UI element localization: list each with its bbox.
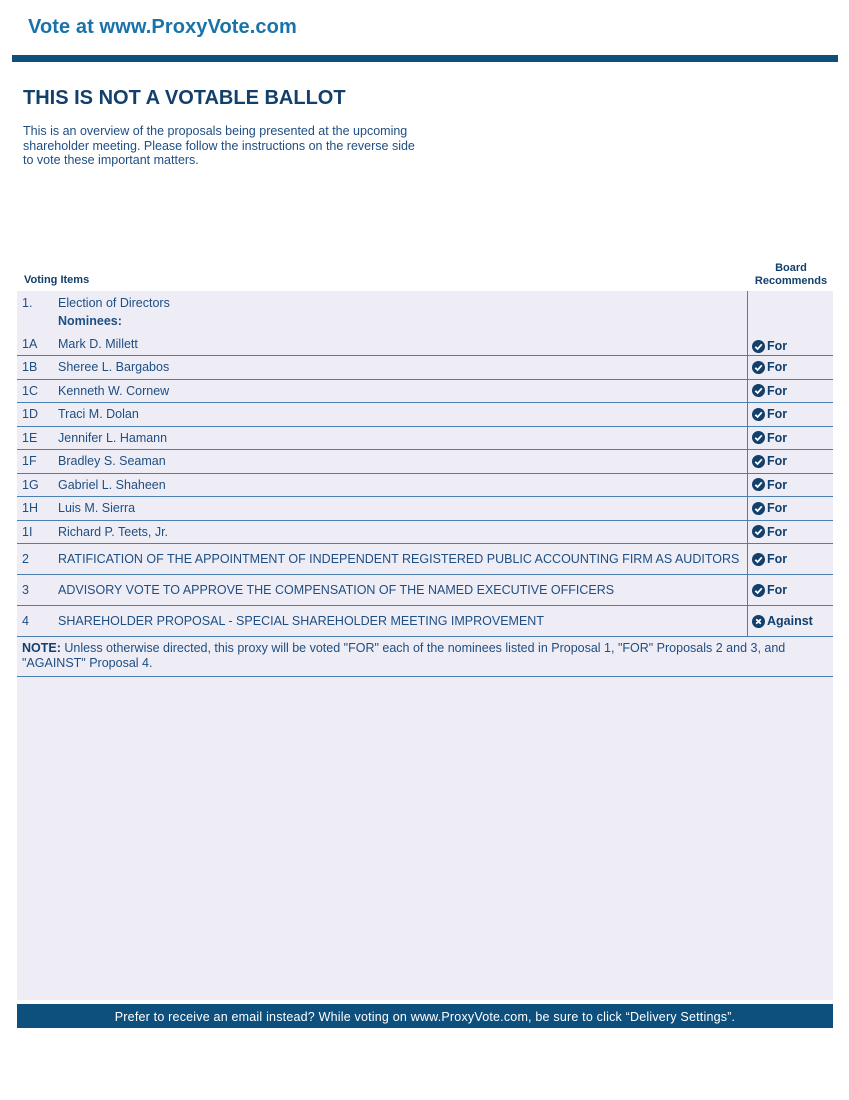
recommendation-cell	[747, 544, 833, 574]
column-header-board-recommends	[748, 262, 834, 288]
item-text: ADVISORY VOTE TO APPROVE THE COMPENSATION OF THE NAMED EXECUTIVE OFFICERS	[58, 583, 615, 597]
footer-banner: Prefer to receive an email instead? While voting on www.ProxyVote.com, be sure to click “Delivery Settings”.	[17, 1004, 833, 1028]
recommendation	[752, 407, 787, 421]
recommendation-label: For	[767, 339, 788, 353]
voting-item-row	[17, 380, 833, 404]
check-circle-icon	[752, 361, 765, 374]
recommendation-cell	[747, 356, 833, 379]
check-circle-icon	[752, 384, 765, 397]
item-number: 3	[22, 583, 29, 597]
item-text: Jennifer L. Hamann	[58, 430, 168, 445]
recommendation	[752, 614, 813, 628]
column-header-board-line1: Board	[775, 262, 807, 274]
proposal-title: Election of Directors	[58, 296, 170, 310]
check-circle-icon	[752, 478, 765, 491]
proposal-1-row	[17, 291, 833, 356]
recommendation	[752, 501, 787, 515]
recommendation-cell	[747, 291, 833, 355]
recommendation-cell	[747, 606, 833, 636]
top-divider	[12, 55, 838, 62]
item-number: 1F	[22, 454, 37, 468]
item-number: 1I	[22, 524, 33, 539]
nominee-number: 1A	[22, 337, 38, 351]
item-number: 1H	[22, 501, 38, 515]
item-number: 2	[22, 552, 29, 566]
item-text: RATIFICATION OF THE APPOINTMENT OF INDEPENDENT REGISTERED PUBLIC ACCOUNTING FIRM AS AUDITORS	[58, 552, 740, 566]
recommendation-cell	[747, 403, 833, 426]
nominee-name: Mark D. Millett	[58, 337, 138, 351]
voting-item-row	[17, 521, 833, 545]
check-circle-icon	[752, 455, 765, 468]
recommendation-label: For	[767, 524, 788, 539]
recommendation	[752, 552, 787, 566]
voting-item-row	[17, 497, 833, 521]
recommendation-cell	[747, 450, 833, 473]
recommendation-label: For	[767, 407, 788, 421]
check-circle-icon	[752, 502, 765, 515]
column-header-board-line2: Recommends	[754, 275, 828, 287]
recommendation-label: For	[767, 430, 788, 445]
recommendation-cell	[747, 497, 833, 520]
column-header-voting-items: Voting Items	[24, 274, 90, 286]
voting-item-row	[17, 606, 833, 637]
item-text: Bradley S. Seaman	[58, 454, 166, 468]
item-text: Gabriel L. Shaheen	[58, 477, 166, 492]
recommendation-cell	[747, 474, 833, 497]
item-number: 1G	[22, 477, 39, 492]
check-circle-icon	[752, 408, 765, 421]
recommendation-label: For	[767, 583, 788, 597]
recommendation-label: For	[767, 360, 788, 374]
check-circle-icon	[752, 584, 765, 597]
recommendation-label: For	[767, 501, 788, 515]
proposal-number: 1.	[22, 296, 33, 310]
item-number: 1C	[22, 383, 38, 398]
item-number: 4	[22, 614, 29, 628]
voting-item-row	[17, 575, 833, 606]
voting-item-row	[17, 403, 833, 427]
recommendation	[752, 360, 787, 374]
item-number: 1D	[22, 407, 38, 421]
recommendation-cell	[747, 521, 833, 544]
check-circle-icon	[752, 525, 765, 538]
item-text: Richard P. Teets, Jr.	[58, 524, 169, 539]
vote-url-heading: Vote at www.ProxyVote.com	[28, 16, 297, 38]
check-circle-icon	[752, 340, 765, 353]
item-text: Sheree L. Bargabos	[58, 360, 170, 374]
recommendation-cell	[747, 575, 833, 605]
note-text	[17, 637, 833, 677]
recommendation	[752, 454, 787, 468]
voting-item-row	[17, 450, 833, 474]
recommendation-label: For	[767, 383, 788, 398]
item-text: SHAREHOLDER PROPOSAL - SPECIAL SHAREHOLDER MEETING IMPROVEMENT	[58, 614, 544, 628]
check-circle-icon	[752, 431, 765, 444]
x-circle-icon	[752, 615, 765, 628]
recommendation	[752, 478, 787, 492]
nominees-label: Nominees:	[58, 314, 122, 328]
page-title: THIS IS NOT A VOTABLE BALLOT	[23, 87, 346, 109]
recommendation	[752, 431, 787, 445]
item-text: Luis M. Sierra	[58, 501, 136, 515]
recommendation-label: For	[767, 454, 788, 468]
item-text: Traci M. Dolan	[58, 407, 139, 421]
voting-item-row	[17, 356, 833, 380]
voting-item-row	[17, 474, 833, 498]
recommendation-cell	[747, 380, 833, 403]
recommendation-label: For	[767, 552, 788, 566]
note-label: NOTE:	[22, 641, 61, 655]
check-circle-icon	[752, 553, 765, 566]
voting-item-row	[17, 427, 833, 451]
recommendation	[752, 339, 787, 353]
intro-text: This is an overview of the proposals being presented at the upcoming shareholder meeting. Please follow the instructions on the reverse side to vote these important matters.	[23, 124, 415, 167]
recommendation	[752, 384, 787, 398]
item-text: Kenneth W. Cornew	[58, 383, 170, 398]
note-body: Unless otherwise directed, this proxy will be voted "FOR" each of the nominees listed in Proposal 1, "FOR" Proposals 2 and 3, and "AGAINST" Proposal 4.	[22, 641, 786, 670]
item-number: 1B	[22, 360, 38, 374]
recommendation-label: Against	[767, 614, 813, 628]
recommendation	[752, 583, 787, 597]
recommendation	[752, 525, 787, 539]
recommendation-label: For	[767, 477, 788, 492]
voting-item-row	[17, 544, 833, 575]
recommendation-cell	[747, 427, 833, 450]
item-number: 1E	[22, 430, 38, 445]
